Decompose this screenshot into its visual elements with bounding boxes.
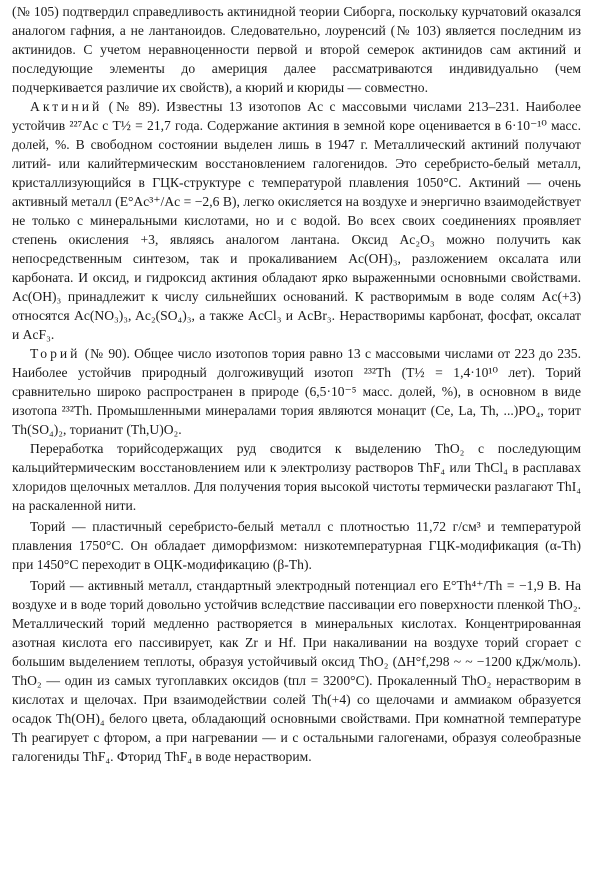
paragraph-1 bbox=[12, 2, 581, 97]
paragraph-thorium-properties-text: Торий — пластичный серебристо-белый металл с плотностью 11,72 г/см³ и температурой плавления 1750°C. Он обладает диморфизмом: низкотемпературная ГЦК-модификация (α-Th) при 1450°C переходит в ОЦК-модификацию (β-Th). bbox=[12, 519, 581, 572]
paragraph-actinium bbox=[12, 97, 581, 344]
section-heading-actinium: Актиний bbox=[30, 99, 103, 114]
paragraph-actinium-text: (№ 89). Известны 13 изотопов Ac с массовыми числами 213–231. Наиболее устойчив ²²⁷Ac с T½ = 21,7 года. Содержание актиния в земной коре оценивается в 6·10⁻¹⁰ масс. долей, %. В свободном состоянии выделен лишь в 1947 г. Металлический актиний получают литий- или калийтермическим восстановлением галогенидов. Это серебристо-белый металл, кристаллизующийся в ГЦК-структуре с температурой плавления 1050°C. Актиний — очень активный металл (E°Ac³⁺/Ac = −2,6 В), легко окисляется на воздухе и энергично взаимодействует не только с минеральными кислотами, но и с водой. Во всех своих соединениях проявляет степень окисления +3, являясь аналогом лантана. Оксид Ac₂O₃ можно получить как непосредственным синтезом, так и прокаливанием Ac(OH)₃, разложением оксалата или карбоната. И оксид, и гидроксид актиния обладают ярко выраженными основными свойствами. Ac(OH)₃ принадлежит к числу сильнейших оснований. К растворимым в воде солям Ac(+3) относятся Ac(NO₃)₃, Ac₂(SO₄)₃, а также AcCl₃ и AcBr₃. Нерастворимы карбонат, фосфат, оксалат и AcF₃. bbox=[12, 99, 581, 342]
paragraph-thorium-processing-text: Переработка торийсодержащих руд сводится к выделению ThO₂ с последующим кальцийтермическим восстановлением или к электролизу растворов ThF₄ или ThCl₄ в расплавах хлоридов щелочных металлов. Для получения тория высокой чистоты термически разлагают ThI₄ на раскаленной нити. bbox=[12, 441, 581, 513]
paragraph-thorium-reactivity bbox=[12, 576, 581, 766]
paragraph-thorium-processing bbox=[12, 439, 581, 515]
paragraph-thorium-reactivity-text: Торий — активный металл, стандартный электродный потенциал его E°Th⁴⁺/Th = −1,9 В. На воздухе и в воде торий довольно устойчив вследствие пассивации его поверхности пленкой ThO₂. Металлический торий медленно растворяется в минеральных кислотах. Концентрированная азотная кислота его пассивирует, как Zr и Hf. При накаливании на воздухе торий сгорает с большим выделением теплоты, образуя устойчивый оксид ThO₂ (ΔH°f,298 ~ ~ −1200 кДж/моль). ThO₂ — один из самых тугоплавких оксидов (tпл = 3200°C). Прокаленный ThO₂ нерастворим в кислотах и щелочах. При взаимодействии солей Th(+4) со щелочами и аммиаком образуется осадок Th(OH)₄ белого цвета, обладающий основными свойствами. При комнатной температуре Th реагирует с фтором, а при нагревании — и с остальными галогенами, образуя солеобразные галогениды ThF₄. Фторид ThF₄ в воде нерастворим. bbox=[12, 578, 581, 764]
paragraph-1-text: (№ 105) подтвердил справедливость актинидной теории Сиборга, поскольку курчатовий оказался аналогом гафния, а не лантаноидов. Следовательно, лоуренсий (№ 103) является последним из актинидов. С учетом неравноценности первой и второй семерок актинидов сам актиний и последующие элементы до америция далее рассматриваются индивидуально (чем подчеркивается различие их свойств), а кюрий и кюриды — совместно. bbox=[12, 4, 581, 95]
paragraph-thorium-text: (№ 90). Общее число изотопов тория равно 13 с массовыми числами от 223 до 235. Наиболее устойчив природный долгоживущий изотоп ²³²Th (T½ = 1,4·10¹⁰ лет). Торий сравнительно широко распространен в природе (6,5·10⁻⁵ масс. долей, %), в основном в виде изотопа ²³²Th. Промышленными минералами тория являются монацит (Ce, La, Th, ...)PO₄, торит Th(SO₄)₂, торианит (Th,U)O₂. bbox=[12, 346, 581, 437]
paragraph-thorium bbox=[12, 344, 581, 439]
section-heading-thorium: Торий bbox=[30, 346, 81, 361]
paragraph-thorium-properties bbox=[12, 517, 581, 574]
